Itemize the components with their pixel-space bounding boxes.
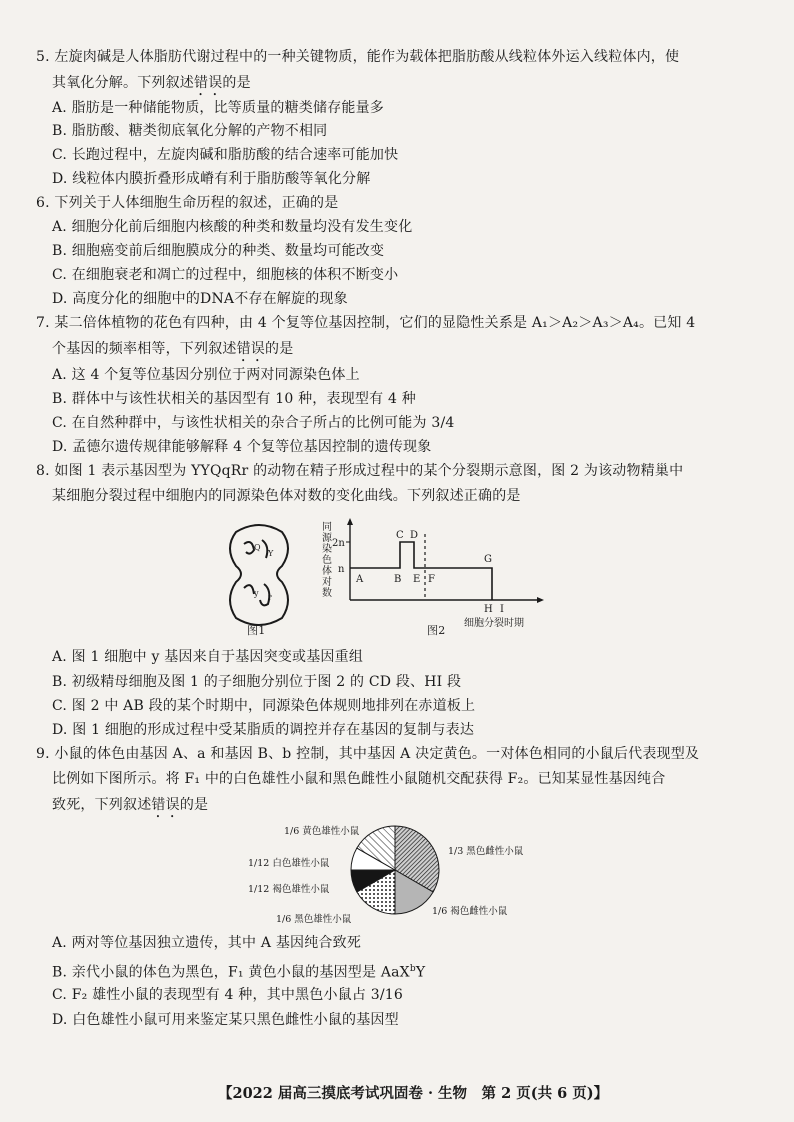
q9-option-c: C. F₂ 雄性小鼠的表现型有 4 种，其中黑色小鼠占 3/16: [52, 987, 403, 1003]
q5-stem-line1: 5. 左旋肉碱是人体脂肪代谢过程中的一种关键物质，能作为载体把脂肪酸从线粒体外运入线粒体内，使: [36, 49, 680, 65]
q5-option-c: C. 长跑过程中，左旋肉碱和脂肪酸的结合速率可能加快: [52, 147, 399, 163]
figure2-xlabel: 细胞分裂时期: [464, 618, 524, 629]
figure2-point-label: H: [484, 604, 493, 615]
q6-stem: 6. 下列关于人体细胞生命历程的叙述，正确的是: [36, 195, 339, 211]
q9-stem-line1: 9. 小鼠的体色由基因 A、a 和基因 B、b 控制，其中基因 A 决定黄色。一对体色相同的小鼠后代表现型及: [36, 746, 700, 762]
q6-option-c: C. 在细胞衰老和凋亡的过程中，细胞核的体积不断变小: [52, 267, 399, 283]
figure2-point-label: G: [484, 554, 492, 565]
q8-option-d: D. 图 1 细胞的形成过程中受某脂质的调控并存在基因的复制与表达: [52, 722, 475, 738]
q9-stem-line3: 致死，下列叙述错误的是: [52, 797, 209, 813]
q6-option-a: A. 细胞分化前后细胞内核酸的种类和数量均没有发生变化: [52, 219, 413, 235]
figure2-curve: [350, 542, 492, 600]
q8-stem-line2: 某细胞分裂过程中细胞内的同源染色体对数的变化曲线。下列叙述正确的是: [52, 488, 521, 504]
figure2-point-label: E: [413, 574, 421, 585]
pie-slice-label: 1/6 黄色雄性小鼠: [284, 826, 360, 837]
q9-option-d: D. 白色雄性小鼠可用来鉴定某只黑色雌性小鼠的基因型: [52, 1012, 399, 1028]
figure1-gene-label: y: [254, 589, 259, 598]
q8-stem-line1: 8. 如图 1 表示基因型为 YYQqRr 的动物在精子形成过程中的某个分裂期示意图，图 2 为该动物精巢中: [36, 463, 684, 479]
pie-chart: [240, 820, 550, 930]
q8-option-a: A. 图 1 细胞中 y 基因来自于基因突变或基因重组: [52, 649, 364, 665]
figure1-gene-label: r: [268, 593, 272, 602]
q7-option-d: D. 孟德尔遗传规律能够解释 4 个复等位基因控制的遗传现象: [52, 439, 432, 455]
pie-slice-label: 1/6 褐色雌性小鼠: [432, 906, 508, 917]
q6-option-d: D. 高度分化的细胞中的DNA不存在解旋的现象: [52, 291, 348, 307]
figure1-gene-label: Y: [268, 549, 274, 558]
q9-option-b: B. 亲代小鼠的体色为黑色，F₁ 黄色小鼠的基因型是 AaX$^b$Y: [52, 964, 426, 981]
figure1-cell-diagram: [224, 520, 294, 630]
q9-stem-line2: 比例如下图所示。将 F₁ 中的白色雄性小鼠和黑色雌性小鼠随机交配获得 F₂。已知某显性基因纯合: [52, 771, 666, 787]
q7-option-b: B. 群体中与该性状相关的基因型有 10 种，表现型有 4 种: [52, 391, 416, 407]
q5-option-b: B. 脂肪酸、糖类彻底氧化分解的产物不相同: [52, 123, 328, 139]
q8-option-c: C. 图 2 中 AB 段的某个时期中，同源染色体规则地排列在赤道板上: [52, 698, 476, 714]
q5-option-d: D. 线粒体内膜折叠形成嵴有利于脂肪酸等氧化分解: [52, 171, 371, 187]
pie-slice-label: 1/3 黑色雌性小鼠: [448, 846, 524, 857]
q7-stem-line2: 个基因的频率相等，下列叙述错误的是: [52, 341, 294, 357]
q7-option-a: A. 这 4 个复等位基因分别位于两对同源染色体上: [52, 367, 360, 383]
q7-option-c: C. 在自然种群中，与该性状相关的杂合子所占的比例可能为 3/4: [52, 415, 455, 431]
figure1-gene-label: Q: [254, 543, 261, 552]
page-footer: 【2022 届高三摸底考试巩固卷 · 生物 第 2 页(共 6 页)】: [218, 1085, 609, 1102]
q5-option-a: A. 脂肪是一种储能物质，比等质量的糖类储存能量多: [52, 100, 385, 116]
figure2-point-label: D: [410, 530, 419, 541]
figure2-ytick-n: n: [338, 564, 345, 575]
q8-option-b: B. 初级精母细胞及图 1 的子细胞分别位于图 2 的 CD 段、HI 段: [52, 674, 462, 690]
pie-slice-label: 1/12 褐色雄性小鼠: [248, 884, 330, 895]
figure2-line-graph: [318, 516, 558, 636]
figure2-ylabel: 同 源 染 色 体 对 数: [322, 522, 332, 599]
figure2-point-label: C: [396, 530, 404, 541]
figure2-point-label: I: [500, 604, 504, 615]
figure2-point-label: B: [394, 574, 402, 585]
q5-stem-line2: 其氧化分解。下列叙述错误的是: [52, 75, 251, 91]
figure2-caption: 图2: [427, 624, 446, 637]
q9-option-a: A. 两对等位基因独立遗传，其中 A 基因纯合致死: [52, 935, 362, 951]
figure1-caption: 图1: [247, 624, 266, 637]
q6-option-b: B. 细胞癌变前后细胞膜成分的种类、数量均可能改变: [52, 243, 385, 259]
figure2-ytick-2n: 2n: [332, 538, 345, 549]
figure2-point-label: F: [428, 574, 435, 585]
q7-stem-line1: 7. 某二倍体植物的花色有四种，由 4 个复等位基因控制，它们的显隐性关系是 A₁＞A₂＞A₃＞A₄。已知 4: [36, 315, 696, 331]
pie-slice-label: 1/12 白色雄性小鼠: [248, 858, 330, 869]
pie-slice-label: 1/6 黑色雄性小鼠: [276, 914, 352, 925]
figure2-point-label: A: [356, 574, 364, 585]
